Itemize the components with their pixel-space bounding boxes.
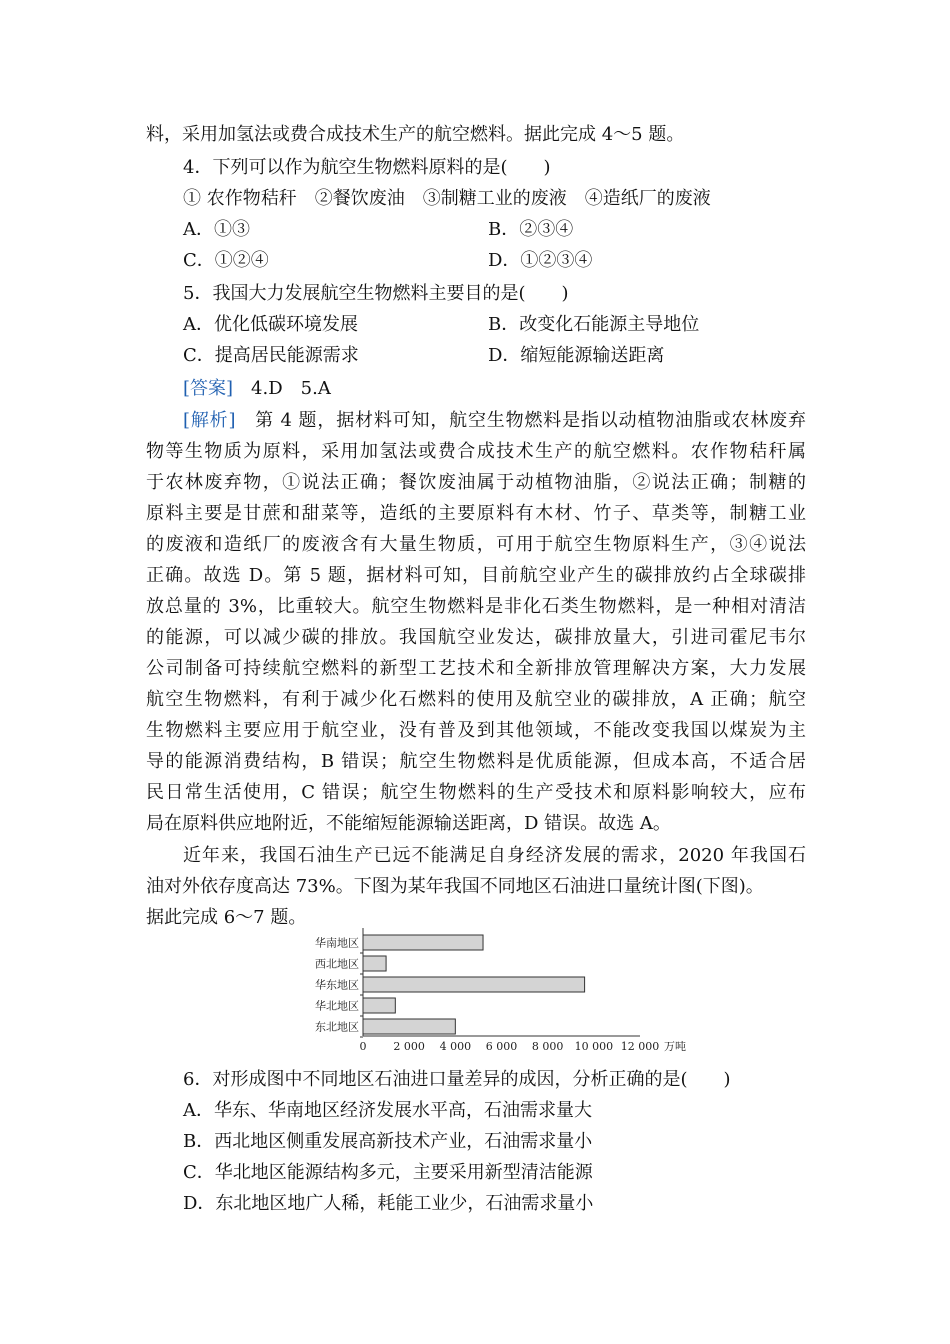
y-tick-label: 西北地区 [315, 957, 359, 971]
analysis-line: 放总量的 3%，比重较大。航空生物燃料是非化石类生物燃料，是一种相对清洁 [146, 596, 806, 617]
material-2-line-1: 近年来，我国石油生产已远不能满足自身经济发展的需求，2020 年我国石 [183, 845, 806, 866]
y-tick-label: 华东地区 [315, 978, 359, 992]
question-4-stem: 4．下列可以作为航空生物燃料原料的是( ) [183, 157, 551, 178]
bar [363, 935, 483, 950]
question-4-option-b: B．②③④ [488, 219, 574, 240]
question-5-option-a: A．优化低碳环境发展 [183, 314, 358, 335]
analysis-line: 原料主要是甘蔗和甜菜等，造纸的主要原料有木材、竹子、草类等，制糖工业 [146, 503, 806, 524]
analysis-line: 公司制备可持续航空燃料的新型工艺技术和全新排放管理解决方案，大力发展 [146, 658, 806, 679]
question-4-option-a: A．①③ [183, 219, 250, 240]
analysis-last-line: 局在原料供应地附近，不能缩短能源输送距离，D 错误。故选 A。 [146, 813, 671, 834]
material-2-line-3: 据此完成 6～7 题。 [146, 907, 307, 928]
x-tick-label: 0 [359, 1040, 367, 1053]
x-tick-label: 10 000 [574, 1040, 614, 1053]
analysis-line: 导的能源消费结构，B 错误；航空生物燃料是优质能源，但成本高，不适合居 [146, 751, 806, 772]
answer-tag: [答案] [183, 378, 234, 399]
bar [363, 977, 585, 992]
oil-import-bar-chart [300, 926, 700, 1058]
question-5-option-c: C．提高居民能源需求 [183, 345, 359, 366]
analysis-line: 生物燃料主要应用于航空业，没有普及到其他领域，不能改变我国以煤炭为主 [146, 720, 806, 741]
analysis-tag: [解析] [183, 410, 236, 431]
x-tick-label: 12 000 [620, 1040, 660, 1053]
bar [363, 956, 386, 971]
bar [363, 1019, 455, 1034]
question-5-option-b: B．改变化石能源主导地位 [488, 314, 700, 335]
y-tick-label: 东北地区 [315, 1020, 359, 1034]
analysis-first-text: 第 4 题，据材料可知，航空生物燃料是指以动植物油脂或农林废弃 [235, 410, 806, 431]
x-tick-label: 2 000 [393, 1040, 425, 1053]
question-5-option-d: D．缩短能源输送距离 [488, 345, 665, 366]
analysis-line: 航空生物燃料，有利于减少化石燃料的使用及航空业的碳排放，A 正确；航空 [146, 689, 806, 710]
x-tick-label: 8 000 [531, 1040, 564, 1053]
question-6-option-b: B．西北地区侧重发展高新技术产业，石油需求量小 [183, 1131, 593, 1152]
analysis-line: 于农林废弃物，①说法正确；餐饮废油属于动植物油脂，②说法正确；制糖的 [146, 472, 806, 493]
question-6-option-a: A．华东、华南地区经济发展水平高，石油需求量大 [183, 1100, 592, 1121]
analysis-line: 民日常生活使用，C 错误；航空生物燃料的生产受技术和原料影响较大，应布 [146, 782, 806, 803]
question-6-option-d: D．东北地区地广人稀，耗能工业少，石油需求量小 [183, 1193, 594, 1214]
y-tick-label: 华北地区 [315, 999, 359, 1013]
question-5-stem: 5．我国大力发展航空生物燃料主要目的是( ) [183, 283, 569, 304]
x-tick-label: 6 000 [485, 1040, 518, 1053]
question-6-option-c: C．华北地区能源结构多元，主要采用新型清洁能源 [183, 1162, 593, 1183]
bar [363, 998, 395, 1013]
question-4-option-c: C．①②④ [183, 250, 269, 271]
analysis-line: 物等生物质为原料，采用加氢法或费合成技术生产的航空燃料。农作物秸秆属 [146, 441, 806, 462]
material-intro-line: 料，采用加氢法或费合成技术生产的航空燃料。据此完成 4～5 题。 [146, 124, 685, 145]
material-2-line-2: 油对外依存度高达 73%。下图为某年我国不同地区石油进口量统计图(下图)。 [146, 876, 764, 897]
question-6-stem: 6．对形成图中不同地区石油进口量差异的成因，分析正确的是( ) [183, 1069, 731, 1090]
x-axis-unit: 万吨 [664, 1040, 686, 1053]
y-tick-label: 华南地区 [315, 936, 359, 950]
analysis-line: 的能源，可以减少碳的排放。我国航空业发达，碳排放量大，引进司霍尼韦尔 [146, 627, 806, 648]
x-tick-label: 4 000 [439, 1040, 472, 1053]
question-4-option-d: D．①②③④ [488, 250, 593, 271]
answer-line [183, 376, 806, 402]
analysis-line: 正确。故选 D。第 5 题，据材料可知，目前航空业产生的碳排放约占全球碳排 [146, 565, 806, 586]
answer-text: 4.D 5.A [233, 378, 331, 399]
question-4-items: ① 农作物秸秆 ②餐饮废油 ③制糖工业的废液 ④造纸厂的废液 [183, 188, 711, 209]
analysis-line: 的废液和造纸厂的废液含有大量生物质，可用于航空生物原料生产，③④说法 [146, 534, 806, 555]
analysis-first-line [183, 408, 806, 434]
